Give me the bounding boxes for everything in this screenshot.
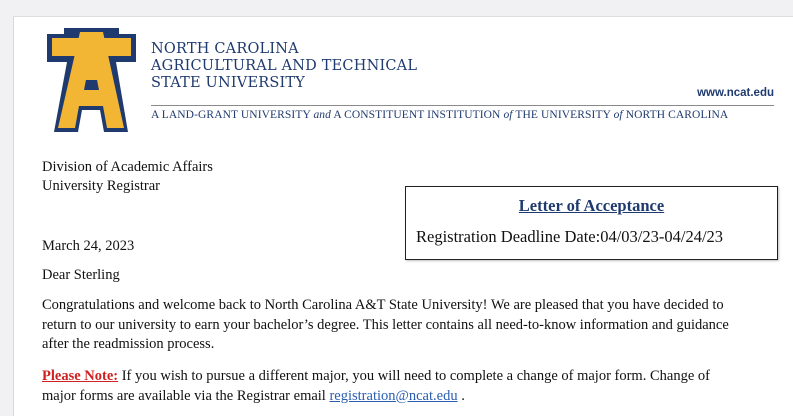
acceptance-box xyxy=(405,186,778,260)
letter-body xyxy=(42,296,782,355)
sender-division: Division of Academic Affairs xyxy=(42,159,213,175)
header-divider xyxy=(151,105,774,106)
note-line-1: Please Note: If you wish to pursue a different major, you will need to complete a change of major form. Change of xyxy=(42,368,710,384)
letter-page xyxy=(13,16,793,416)
website-link[interactable]: www.ncat.edu xyxy=(697,87,774,99)
note-paragraph xyxy=(42,367,782,406)
sender-office: University Registrar xyxy=(42,178,160,194)
university-name-line-2: AGRICULTURAL AND TECHNICAL xyxy=(151,58,418,74)
university-name-line-3: STATE UNIVERSITY xyxy=(151,75,306,91)
body-line: Congratulations and welcome back to North Carolina A&T State University! We are pleased that you have decided to xyxy=(42,297,724,313)
acceptance-title: Letter of Acceptance xyxy=(518,196,665,215)
note-line-2: major forms are available via the Registrar email registration@ncat.edu . xyxy=(42,387,465,404)
ncat-logo xyxy=(44,24,139,138)
university-name-line-1: NORTH CAROLINA xyxy=(151,41,299,57)
body-line: after the readmission process. xyxy=(42,336,215,352)
letter-greeting: Dear Sterling xyxy=(42,267,120,283)
please-note-label: Please Note: xyxy=(42,368,119,384)
registration-deadline: Registration Deadline Date:04/03/23-04/24/23 xyxy=(416,227,724,246)
body-line: return to our university to earn your bachelor’s degree. This letter contains all need-to-know information and guidance xyxy=(42,316,729,333)
registrar-email-link[interactable]: registration@ncat.edu xyxy=(329,387,458,404)
letter-date: March 24, 2023 xyxy=(42,238,135,254)
header-tagline: A LAND-GRANT UNIVERSITY and A CONSTITUENT INSTITUTION of THE UNIVERSITY of NORTH CAROLINA xyxy=(151,109,729,121)
